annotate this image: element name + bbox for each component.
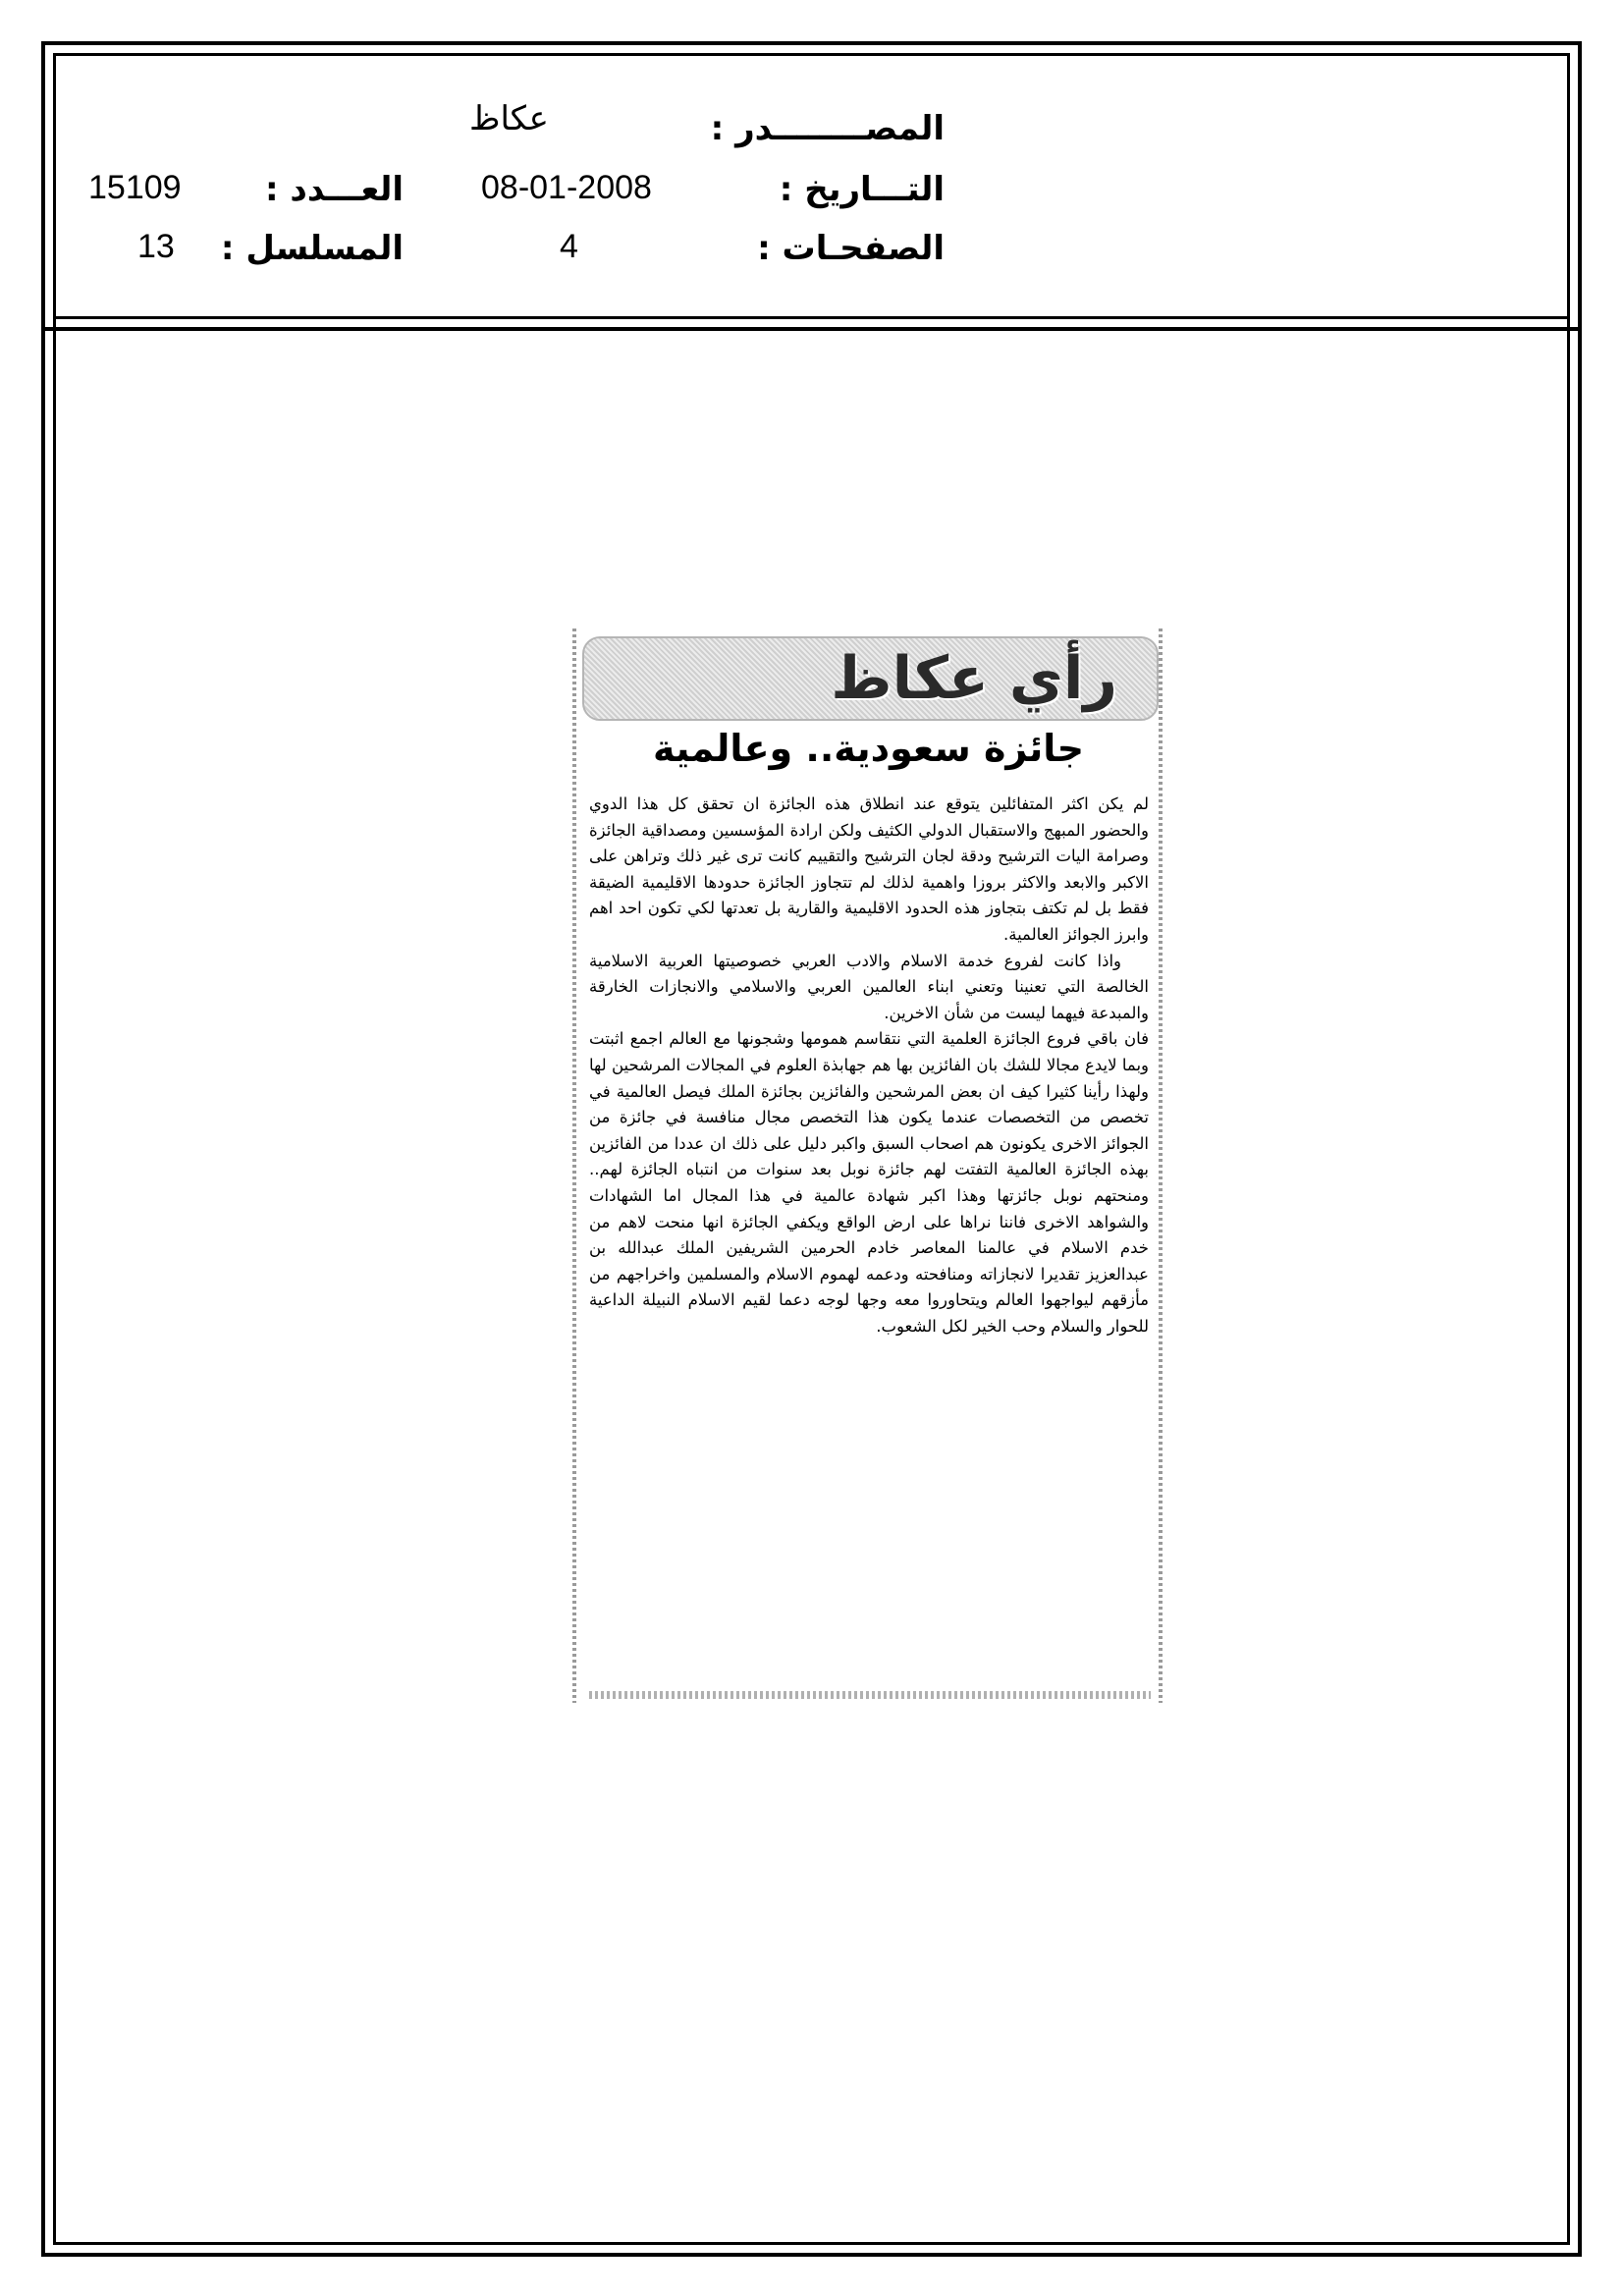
header-divider-inner	[53, 316, 1570, 319]
source-value: عكاظ	[469, 100, 549, 137]
article-paragraph: فان باقي فروع الجائزة العلمية التي نتقاسم همومها وشجونها مع العالم اجمع اثبتت وبما لايدع مجالا للشك بان الفائزين بها هم جهابذة العلوم في المجالات المرشحين لها ولهذا رأينا كثيرا كيف ان بعض المرشحين والفائزين بجائزة الملك فيصل العالمية في تخصص من التخصصات عندما يكون هذا التخصص مجال منافسة في جائزة من الجوائز الاخرى يكونون هم اصحاب السبق واكبر دليل على ذلك ان عددا من الفائزين بهذه الجائزة العالمية التفتت لهم جائزة نوبل بعد سنوات من انتباه الجائزة لهم.. ومنحتهم نوبل جائزتها وهذا اكبر شهادة عالمية في هذا المجال اما الشهادات والشواهد الاخرى فاننا نراها على ارض الواقع ويكفي الجائزة انها منحت لاهم من خدم الاسلام في عالمنا المعاصر خادم الحرمين الشريفين الملك عبدالله بن عبدالعزيز تقديرا لانجازاته ومنافحته ودعمه لهموم الاسلام والمسلمين واخراجهم من مأزقهم ليواجهوا العالم ويتحاوروا معه وجها لوجه دعما لقيم الاسلام النبيلة الداعية للحوار والسلام وحب الخير لكل الشعوب.	[589, 1029, 1149, 1336]
clipping-bottom-edge	[589, 1691, 1151, 1699]
serial-label: المسلسل :	[220, 229, 404, 268]
pages-value: 4	[560, 228, 578, 265]
serial-value: 13	[137, 228, 175, 265]
issue-value: 15109	[88, 169, 182, 206]
article-paragraph: واذا كانت لفروع خدمة الاسلام والادب العربي خصوصيتها العربية الاسلامية الخالصة التي تعنينا وتعني ابناء العالمين العربي والاسلامي والانجازات الخارقة والمبدعة فيهما ليست من شأن الاخرين.	[589, 951, 1149, 1022]
date-label: التـــاريخ :	[779, 170, 945, 209]
clipping-edge-right	[1159, 629, 1163, 1703]
clipping-edge-left	[572, 629, 576, 1703]
date-value: 08-01-2008	[481, 169, 652, 206]
article-body	[589, 792, 1149, 1339]
masthead-title: رأي عكاظ	[831, 644, 1117, 713]
pages-label: الصفحـات :	[757, 229, 945, 268]
okaz-opinion-masthead	[582, 636, 1159, 721]
article-headline: جائزة سعودية.. وعالمية	[653, 727, 1084, 770]
article-paragraph: لم يكن اكثر المتفائلين يتوقع عند انطلاق هذه الجائزة ان تحقق كل هذا الدوي والحضور المبهج والاستقبال الدولي الكثيف ولكن ارادة المؤسسين ومصداقية الجائزة وصرامة اليات الترشيح ودقة لجان الترشيح والتقييم كانت ترى غير ذلك وتراهن على الاكبر والابعد والاكثر بروزا واهمية لذلك لم تتجاوز الجائزة حدودها الاقليمية الضيقة فقط بل لم تكتف بتجاوز هذه الحدود الاقليمية والقارية بل تعدتها لكي تكون احد اهم وابرز الجوائز العالمية.	[589, 794, 1149, 944]
source-label: المصــــــــدر :	[710, 109, 945, 148]
header-divider-outer	[41, 327, 1582, 331]
issue-label: العـــدد :	[265, 170, 404, 209]
